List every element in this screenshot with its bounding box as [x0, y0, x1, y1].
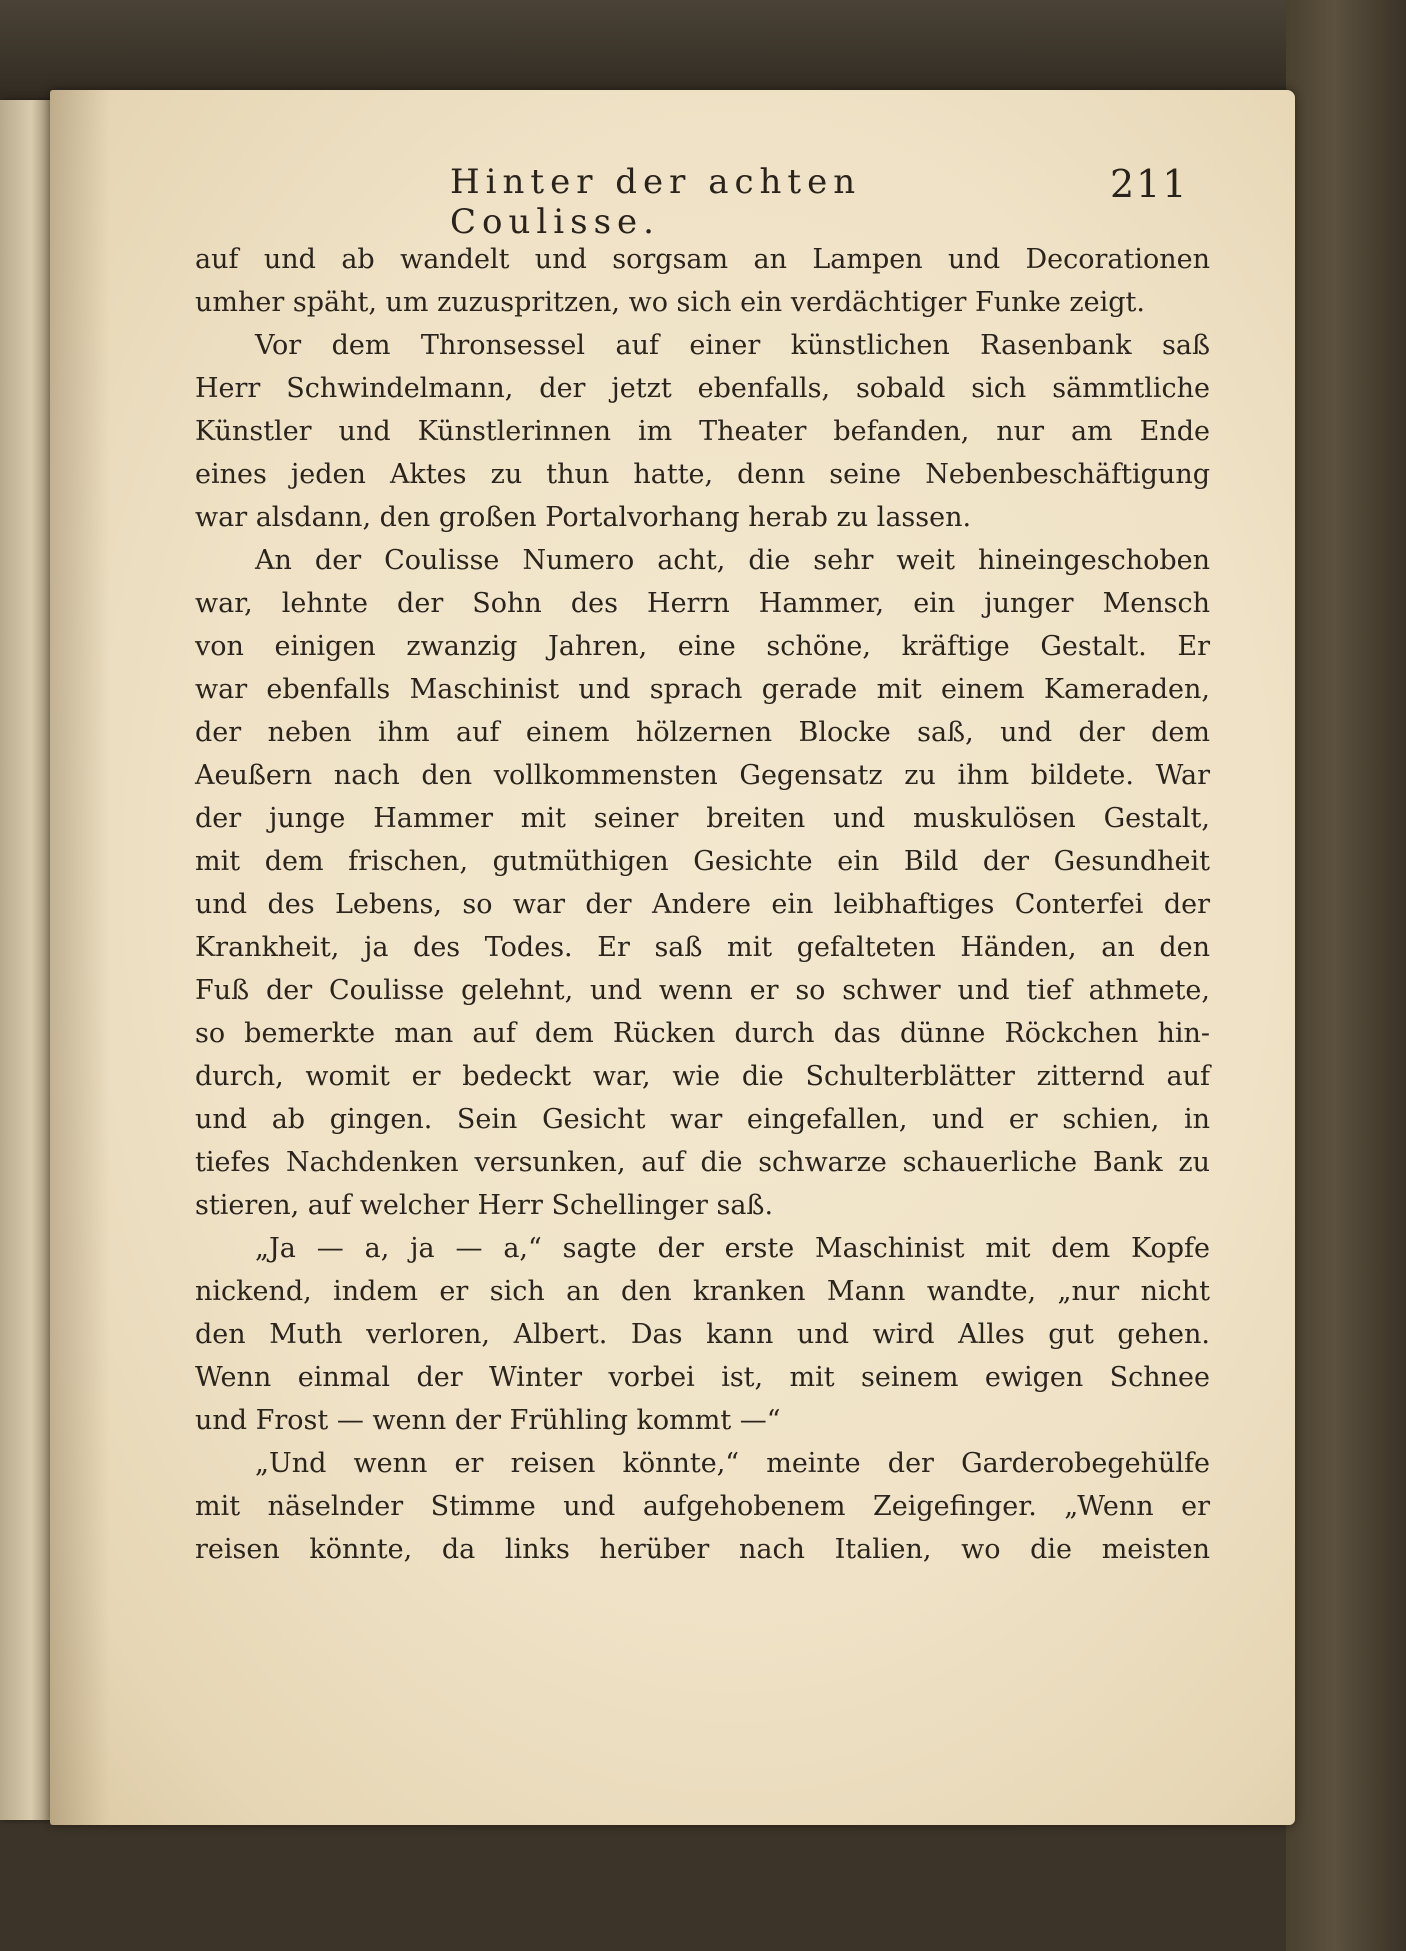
text-line: nickend, indem er sich an den kranken Mann wandte, „nur nicht [195, 1276, 1210, 1307]
text-line: stieren, auf welcher Herr Schellinger saß. [195, 1190, 774, 1221]
text-line: Wenn einmal der Winter vorbei ist, mit seinem ewigen Schnee [195, 1362, 1210, 1393]
text-line: und des Lebens, so war der Andere ein leibhaftiges Conterfei der [195, 889, 1210, 920]
text-line: Aeußern nach den vollkommensten Gegensatz zu ihm bildete. War [195, 760, 1210, 791]
text-line: Fuß der Coulisse gelehnt, und wenn er so schwer und tief athmete, [195, 975, 1210, 1006]
text-line: war, lehnte der Sohn des Herrn Hammer, ein junger Mensch [195, 588, 1210, 619]
text-line: „Und wenn er reisen könnte,“ meinte der Garderobegehülfe [255, 1448, 1210, 1479]
text-line: eines jeden Aktes zu thun hatte, denn seine Nebenbeschäftigung [195, 459, 1210, 490]
text-line: von einigen zwanzig Jahren, eine schöne, kräftige Gestalt. Er [195, 631, 1210, 662]
text-line: der junge Hammer mit seiner breiten und muskulösen Gestalt, [195, 803, 1210, 834]
text-line: tiefes Nachdenken versunken, auf die schwarze schauerliche Bank zu [195, 1147, 1210, 1178]
text-line: umher späht, um zuzuspritzen, wo sich ein verdächtiger Funke zeigt. [195, 287, 1145, 318]
book-page [50, 90, 1295, 1825]
text-line: durch, womit er bedeckt war, wie die Schulterblätter zitternd auf [195, 1061, 1210, 1092]
text-line: war alsdann, den großen Portalvorhang herab zu lassen. [195, 502, 972, 533]
page-number: 211 [1110, 162, 1189, 206]
text-line: Vor dem Thronsessel auf einer künstlichen Rasenbank saß [255, 330, 1210, 361]
text-line: so bemerkte man auf dem Rücken durch das dünne Röckchen hin- [195, 1018, 1210, 1049]
text-line: mit näselnder Stimme und aufgehobenem Zeigefinger. „Wenn er [195, 1491, 1210, 1522]
text-line: auf und ab wandelt und sorgsam an Lampen und Decorationen [195, 244, 1210, 275]
text-line: und ab gingen. Sein Gesicht war eingefallen, und er schien, in [195, 1104, 1210, 1135]
running-head: Hinter der achten Coulisse. [450, 162, 862, 242]
text-line: Herr Schwindelmann, der jetzt ebenfalls, sobald sich sämmtliche [195, 373, 1210, 404]
text-line: Krankheit, ja des Todes. Er saß mit gefalteten Händen, an den [195, 932, 1210, 963]
text-line: Künstler und Künstlerinnen im Theater befanden, nur am Ende [195, 416, 1210, 447]
text-line: der neben ihm auf einem hölzernen Blocke saß, und der dem [195, 717, 1210, 748]
text-line: war ebenfalls Maschinist und sprach gerade mit einem Kameraden, [195, 674, 1210, 705]
previous-page-edge [0, 100, 52, 1820]
text-line: reisen könnte, da links herüber nach Italien, wo die meisten [195, 1534, 1210, 1565]
text-line: den Muth verloren, Albert. Das kann und wird Alles gut gehen. [195, 1319, 1210, 1350]
text-line: An der Coulisse Numero acht, die sehr weit hineingeschoben [255, 545, 1210, 576]
text-line: „Ja — a, ja — a,“ sagte der erste Maschinist mit dem Kopfe [255, 1233, 1210, 1264]
body-text [195, 238, 1210, 1571]
text-line: mit dem frischen, gutmüthigen Gesichte ein Bild der Gesundheit [195, 846, 1210, 877]
book-cover-right-edge [1286, 0, 1406, 1951]
text-line: und Frost — wenn der Frühling kommt —“ [195, 1405, 781, 1436]
page-gutter-shadow [50, 90, 110, 1825]
